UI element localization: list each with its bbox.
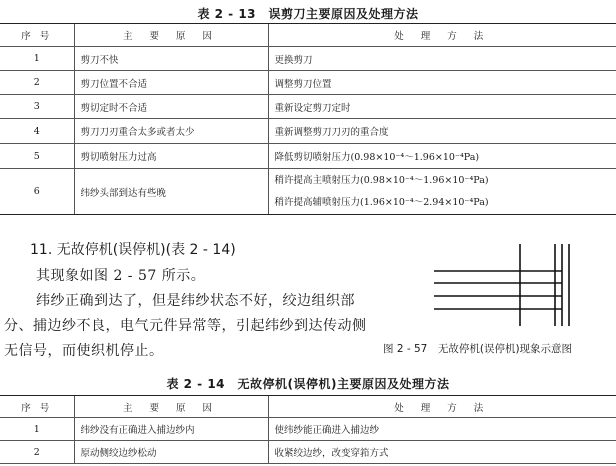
table-row [0,418,616,441]
paragraph-line: 无信号，而使织机停止。 [4,343,164,359]
method-line: 稍许提高主喷射压力(0.98×10⁻⁴～1.96×10⁻⁴Pa) [274,174,489,186]
row-no: 2 [0,441,74,464]
paragraph-line: 纬纱正确到达了，但是纬纱状态不好，绞边组织部 [36,293,355,309]
row-no: 3 [0,95,74,119]
table1-header-row [0,24,616,47]
header-no: 序 号 [0,24,74,47]
paragraph-line: 其现象如图 2 - 57 所示。 [36,268,206,284]
figure-caption: 图 2 - 57 无故停机(误停机)现象示意图 [383,343,573,355]
table-row [0,441,616,464]
row-method: 使纬纱能正确进入捕边纱 [268,418,616,441]
table2-caption: 表 2 - 14 无故停机(误停机)主要原因及处理方法 [166,377,450,391]
paragraph-line: 分、捕边纱不良，电气元件异常等，引起纬纱到达传动侧 [4,318,367,334]
row-no: 4 [0,119,74,144]
row-cause: 剪刀刀刃重合太多或者太少 [74,119,268,144]
table1 [0,23,616,215]
table2-header-row [0,396,616,418]
row-cause: 纬纱没有正确进入捕边纱内 [74,418,268,441]
row-cause: 剪切定时不合适 [74,95,268,119]
row-cause: 剪切喷射压力过高 [74,144,268,169]
header-cause: 主 要 原 因 [74,396,268,418]
header-no: 序 号 [0,396,74,418]
method-line: 稍许提高辅喷射压力(1.96×10⁻⁴～2.94×10⁻⁴Pa) [274,196,489,208]
header-cause: 主 要 原 因 [74,24,268,47]
row-method: 更换剪刀 [268,47,616,71]
row-method: 降低剪切喷射压力(0.98×10⁻⁴～1.96×10⁻⁴Pa) [268,144,616,169]
row-cause: 剪刀不快 [74,47,268,71]
table2 [0,395,616,464]
table-row [0,47,616,71]
table-row [0,144,616,169]
row-no: 6 [0,169,74,215]
row-method: 重新设定剪刀定时 [268,95,616,119]
loom-diagram-figure [426,240,576,334]
table-row [0,169,616,215]
row-cause: 纬纱头部到达有些晚 [74,169,268,215]
header-method: 处 理 方 法 [268,396,616,418]
table1-caption: 表 2 - 13 误剪刀主要原因及处理方法 [197,7,419,21]
table-row [0,119,616,144]
row-no: 1 [0,418,74,441]
row-method: 重新调整剪刀刀刃的重合度 [268,119,616,144]
row-cause: 原动侧绞边纱松动 [74,441,268,464]
header-method: 处 理 方 法 [268,24,616,47]
row-no: 1 [0,47,74,71]
row-method: 调整剪刀位置 [268,71,616,95]
table-row [0,71,616,95]
row-method [268,169,616,215]
row-cause: 剪刀位置不合适 [74,71,268,95]
section-heading: 11. 无故停机(误停机)(表 2 - 14) [30,242,236,258]
row-no: 2 [0,71,74,95]
row-no: 5 [0,144,74,169]
row-method: 收紧绞边纱，改变穿筘方式 [268,441,616,464]
table-row [0,95,616,119]
